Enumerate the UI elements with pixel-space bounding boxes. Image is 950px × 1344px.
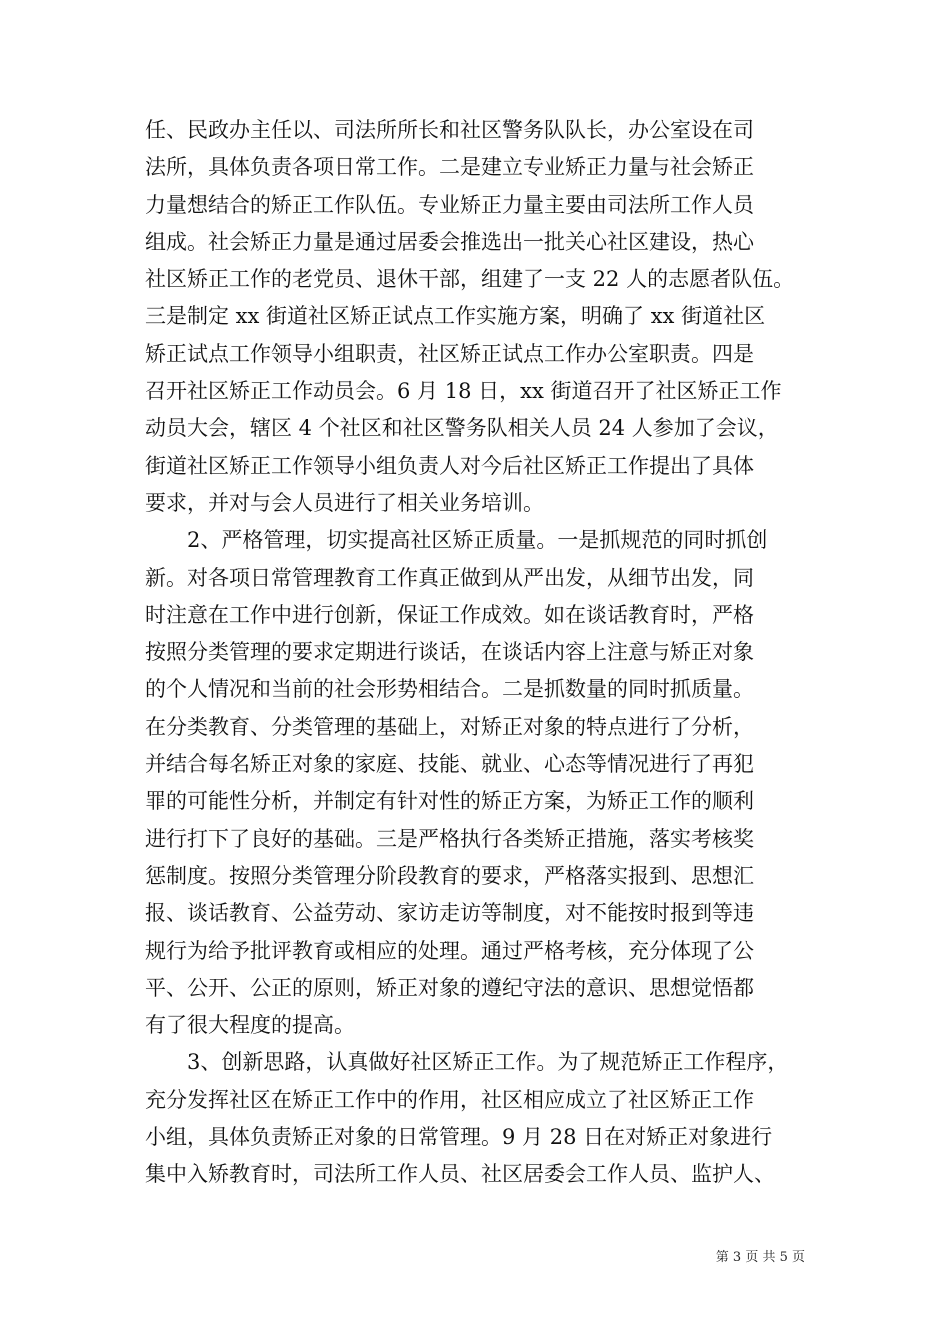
text-line: 动员大会，辖区 4 个社区和社区警务队相关人员 24 人参加了会议， [145, 416, 779, 441]
text-line: 时注意在工作中进行创新，保证工作成效。如在谈话教育时，严格 [145, 602, 754, 627]
text-line: 的个人情况和当前的社会形势相结合。二是抓数量的同时抓质量。 [145, 677, 754, 702]
text-line: 报、谈话教育、公益劳动、家访走访等制度，对不能按时报到等违 [145, 901, 754, 926]
text-line: 街道社区矫正工作领导小组负责人对今后社区矫正工作提出了具体 [145, 453, 754, 478]
text-line: 在分类教育、分类管理的基础上，对矫正对象的特点进行了分析， [145, 714, 754, 739]
text-line: 罪的可能性分析，并制定有针对性的矫正方案，为矫正工作的顺利 [145, 789, 754, 814]
text-line: 规行为给予批评教育或相应的处理。通过严格考核，充分体现了公 [145, 938, 754, 963]
text-line: 新。对各项日常管理教育工作真正做到从严出发，从细节出发，同 [145, 565, 754, 590]
paragraph-start-line: 2、严格管理，切实提高社区矫正质量。一是抓规范的同时抓创 [187, 528, 768, 553]
paragraph-start-line: 3、创新思路，认真做好社区矫正工作。为了规范矫正工作程序， [187, 1050, 789, 1075]
text-line: 要求，并对与会人员进行了相关业务培训。 [145, 490, 544, 515]
text-line: 矫正试点工作领导小组职责，社区矫正试点工作办公室职责。四是 [145, 341, 754, 366]
text-line: 社区矫正工作的老党员、退休干部，组建了一支 22 人的志愿者队伍。 [145, 267, 795, 292]
text-line: 平、公开、公正的原则，矫正对象的遵纪守法的意识、思想觉悟都 [145, 975, 754, 1000]
page-number-footer: 第 3 页 共 5 页 [715, 1250, 805, 1265]
text-line: 惩制度。按照分类管理分阶段教育的要求，严格落实报到、思想汇 [145, 863, 754, 888]
text-line: 组成。社会矫正力量是通过居委会推选出一批关心社区建设，热心 [145, 229, 754, 254]
text-line: 任、民政办主任以、司法所所长和社区警务队队长，办公室设在司 [145, 118, 754, 142]
text-line: 三是制定 xx 街道社区矫正试点工作实施方案，明确了 xx 街道社区 [145, 304, 766, 329]
text-line: 小组，具体负责矫正对象的日常管理。9 月 28 日在对矫正对象进行 [145, 1125, 773, 1150]
text-line: 充分发挥社区在矫正工作中的作用，社区相应成立了社区矫正工作 [145, 1087, 754, 1112]
text-line: 进行打下了良好的基础。三是严格执行各类矫正措施，落实考核奖 [145, 826, 754, 851]
text-line: 召开社区矫正工作动员会。6 月 18 日，xx 街道召开了社区矫正工作 [145, 379, 782, 404]
text-line: 按照分类管理的要求定期进行谈话，在谈话内容上注意与矫正对象 [145, 640, 754, 665]
text-line: 法所，具体负责各项日常工作。二是建立专业矫正力量与社会矫正 [145, 155, 754, 180]
text-line: 力量想结合的矫正工作队伍。专业矫正力量主要由司法所工作人员 [145, 192, 754, 217]
text-line: 有了很大程度的提高。 [145, 1013, 355, 1038]
body-text [145, 112, 817, 1194]
text-line: 集中入矫教育时，司法所工作人员、社区居委会工作人员、监护人、 [145, 1162, 775, 1187]
text-line: 并结合每名矫正对象的家庭、技能、就业、心态等情况进行了再犯 [145, 752, 754, 777]
